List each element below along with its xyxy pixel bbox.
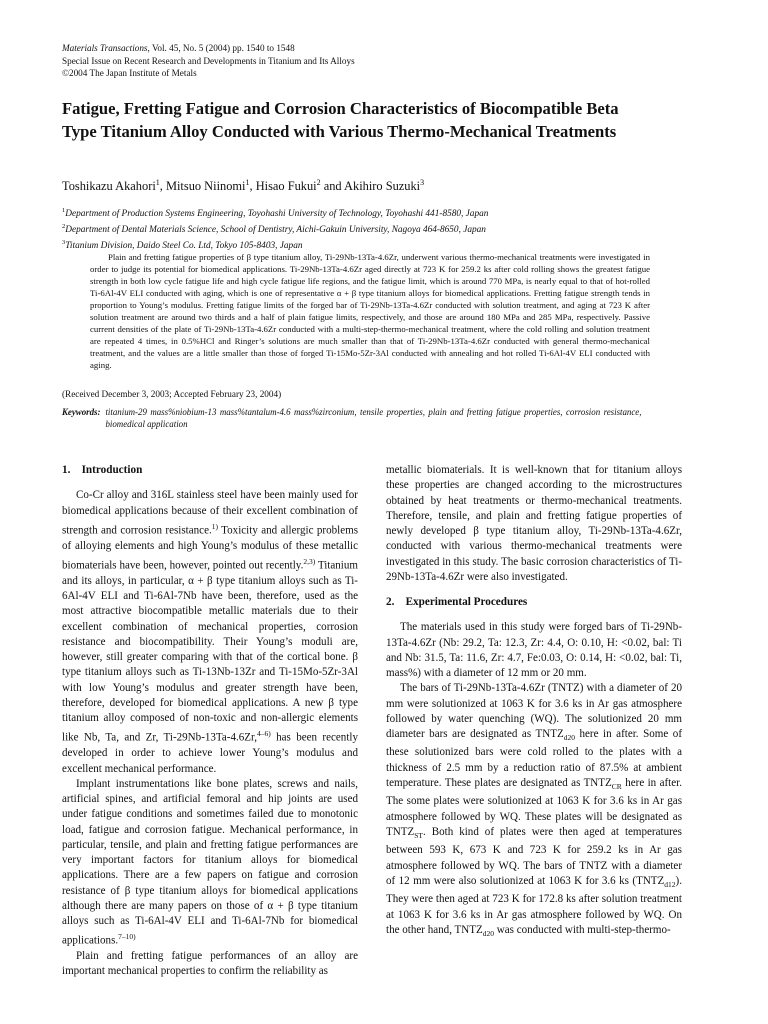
paragraph: metallic biomaterials. It is well-known that for titanium alloys these properties are changed according to the microstructures obtained by heat treatments or thermo-mechanical treatments. Therefore, tensile, and plain and fretting fatigue properties of newly developed β type titanium alloy, Ti-29Nb-13Ta-4.6Zr, conducted with various thermo-mechanical treatments were investigated in this study. The basic corrosion characteristics of Ti-29Nb-13Ta-4.6Zr were also investigated.	[386, 464, 682, 583]
citation-ref[interactable]: 7–10)	[118, 932, 136, 942]
section-heading-introduction: 1. Introduction	[62, 464, 143, 476]
keywords	[62, 406, 652, 430]
paper-title: Fatigue, Fretting Fatigue and Corrosion Characteristics of Biocompatible Beta Type Titanium Alloy Conducted with Various Thermo-Mechanical Treatments	[62, 99, 619, 141]
citation-ref[interactable]: 1)	[211, 521, 218, 531]
affiliation: $^1$Department of Production Systems Engineering, Toyohashi University of Technology, Toyohashi 441-8580, Japan	[62, 207, 489, 220]
author: Akihiro Suzuki$^3$	[344, 178, 425, 194]
citation-ref[interactable]: 4–6)	[257, 729, 271, 739]
author: Toshikazu Akahori$^1$,	[62, 178, 166, 194]
paragraph: The bars of Ti-29Nb-13Ta-4.6Zr (TNTZ) with a diameter of 20 mm were solutionized at 1063 K for 3.6 ks in Ar gas atmosphere followed by water quenching (WQ). The solutionized 20 mm diameter bars are designated as $TNTZ_{d20}$ here in after. Some of these solutionized bars were cold rolled to the plates with a thickness of 2.5 mm by a reduction ratio of 87.5% at ambient temperature. These plates are designated as $TNTZ_{CR}$ here in after. The some plates were solutionized at 1063 K for 3.6 ks in Ar gas atmosphere followed by WQ. These plates will be designated as $TNTZ_{ST}$. Both kind of plates were then aged at temperatures between 593 K, 673 K and 723 K for 259.2 ks in Ar gas atmosphere followed by WQ. The bars of TNTZ with a diameter of 12 mm were also solutionized at 1063 K for 3.6 ks $(TNTZ_{d12})$. They were then aged at 723 K for 172.8 ks after solution treatment at 1063 K for 3.6 ks in Ar gas atmosphere followed by WQ. On the other hand, $TNTZ_{d20}$ was conducted with multi-step-thermo-	[386, 682, 682, 939]
journal-name: Materials Transactions	[62, 43, 148, 53]
journal-header	[62, 42, 355, 80]
affiliations	[62, 205, 488, 253]
author-list	[62, 178, 424, 194]
paragraph: Implant instrumentations like bone plates, screws and nails, artificial spines, and artificial femoral and hip joints are used under fatigue conditions and sometimes failed due to monotonic load, fatigue and corrosion fatigue. Mechanical performance, in particular, tensile, and plain and fretting fatigue performances are very important factors for titanium alloys for biomedical applications. There are a few papers on fatigue and corrosion resistance of β type titanium alloys for biomedical applications although there are many papers on those of α + β type titanium alloys such as Ti-6Al-4V ELI and Ti-6Al-7Nb for biomedical applications.$^{7-10)}$	[62, 777, 358, 947]
paragraph: Co-Cr alloy and 316L stainless steel have been mainly used for biomedical applications because of their excellent combination of strength and corrosion resistance.$^{1)}$ Toxicity and allergic problems of alloying elements and high Young’s modulus of these metallic biomaterials have been, however, pointed out recently.$^{2,3)}$ Titanium and its alloys, in particular, α + β type titanium alloys such as Ti-6Al-4V ELI and Ti-6Al-7Nb have been, therefore, used as the most attractive biocompatible metallic materials due to their excellent combination of mechanical properties, corrosion resistance and biocompatibility. Their Young’s moduli are, however, still greater comparing with that of the cortical bone. β type titanium alloys such as Ti-13Nb-13Zr and Ti-15Mo-5Zr-3Al with low Young’s modulus and greater strength have been, therefore, developed for biomedical applications. A new β type titanium alloy composed of non-toxic and non-allergic elements like Nb, Ta, and Zr, Ti-29Nb-13Ta-4.6Zr,$^{4-6)}$ has been recently developed in order to achieve lower Young’s modulus and excellent mechanical performance.	[62, 489, 358, 775]
paragraph: The materials used in this study were forged bars of Ti-29Nb-13Ta-4.6Zr (Nb: 29.2, Ta: 12.3, Zr: 4.4, O: 0.10, H: <0.02, bal: Ti and Nb: 31.5, Ta: 11.6, Zr: 4.7, Fe:0.03, O: 0.14, H: <0.02, bal: Ti, mass%) with a diameter of 12 mm or 20 mm.	[386, 621, 682, 679]
author: Hisao Fukui$^2$ and	[255, 178, 345, 194]
journal-citation: , Vol. 45, No. 5 (2004) pp. 1540 to 1548	[147, 43, 295, 53]
author: Mitsuo Niinomi$^1$,	[165, 178, 256, 194]
received-date: (Received December 3, 2003; Accepted February 23, 2004)	[62, 389, 282, 399]
special-issue: Special Issue on Recent Research and Developments in Titanium and Its Alloys	[62, 55, 355, 66]
affiliation: $^3$Titanium Division, Daido Steel Co. Ltd, Tokyo 105-8403, Japan	[62, 238, 303, 251]
keywords-label: Keywords:	[62, 407, 101, 417]
section-heading-experimental: 2. Experimental Procedures	[386, 596, 528, 608]
abstract: Plain and fretting fatigue properties of β type titanium alloy, Ti-29Nb-13Ta-4.6Zr, underwent various thermo-mechanical treatments were investigated in order to judge its potential for biomedical applications. Ti-29Nb-13Ta-4.6Zr aged directly at 723 K for 259.2 ks after cold rolling shows the greatest fatigue strength in both low cycle fatigue life and high cycle fatigue life regions, and the fatigue limit, which is around 770 MPa, is nearly equal to that of hot-rolled Ti-6Al-4V ELI conducted with aging, which is one of representative α + β type titanium alloys for biomedical applications. Fretting fatigue strength tends in proportion to Young’s modulus. Fretting fatigue limits of the forged bar of Ti-29Nb-13Ta-4.6Zr conducted with solution treatment, and aging at 723 K after solution treatment are around two thirds and a half of plain fatigue limits, respectively, and those are around 180 MPa and 285 MPa, respectively. Passive current densities of the plate of Ti-29Nb-13Ta-4.6Zr conducted with a multi-step-thermo-mechanical treatment, where the cold rolling and solution treatment are repeated 4 times, in 0.5%HCl and Ringer’s solutions are much smaller than that of Ti-29Nb-13Ta-4.6Zr conducted with general thermo-mechanical treatment, and the values are a little smaller than those of forged Ti-15Mo-5Zr-3Al conducted with annealing and hot rolled Ti-6Al-4V ELI conducted with aging.	[90, 252, 650, 370]
left-column	[62, 463, 358, 980]
right-column	[386, 463, 682, 941]
paragraph: Plain and fretting fatigue performances of an alloy are important mechanical properties to confirm the reliability as	[62, 950, 358, 978]
keywords-text: titanium-29 mass%niobium-13 mass%tantalum-4.6 mass%zirconium, tensile properties, plain and fretting fatigue properties, corrosion resistance, biomedical application	[105, 407, 642, 429]
citation-ref[interactable]: 2,3)	[303, 556, 316, 566]
copyright: ©2004 The Japan Institute of Metals	[62, 68, 197, 78]
affiliation: $^2$Department of Dental Materials Science, School of Dentistry, Aichi-Gakuin University, Nagoya 464-8650, Japan	[62, 222, 486, 235]
